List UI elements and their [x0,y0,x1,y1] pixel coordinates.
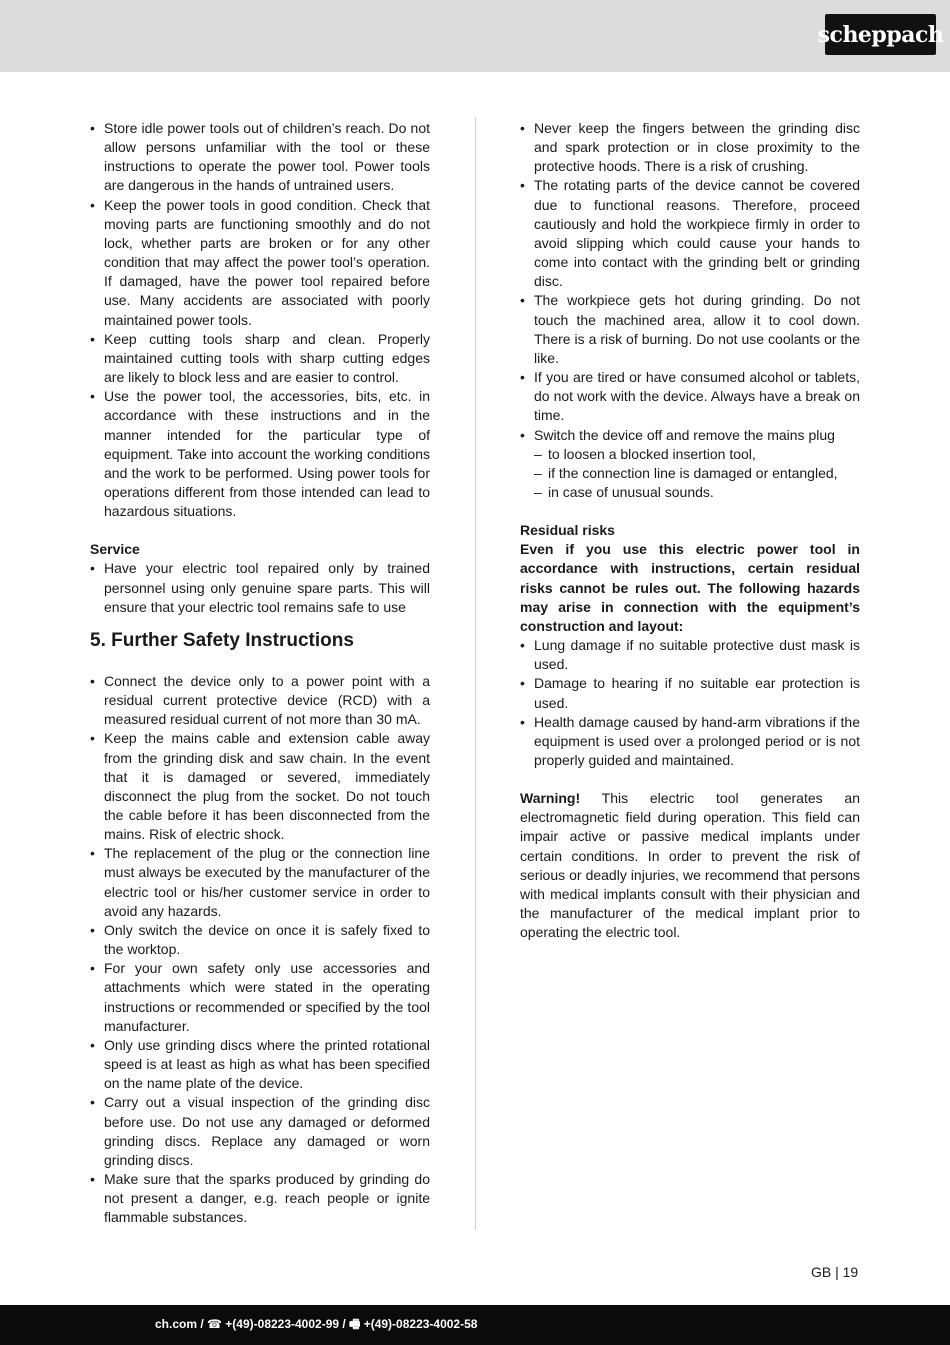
section-title: 5. Further Safety Instructions [90,629,354,651]
list-item: • Lung damage if no suitable protective dust mask is used. [520,636,860,674]
left-column [90,119,430,1227]
list-item: • Connect the device only to a power point with a residual current protective device (RCD) with a measured residual current of not more than 30 mA. [90,672,430,729]
list-item: • Never keep the fingers between the grinding disc and spark protection or in close proximity to the protective hoods. There is a risk of crushing. [520,119,860,176]
list-item: • Carry out a visual inspection of the grinding disc before use. Do not use any damaged or deformed grinding discs. Replace any damaged or worn grinding discs. [90,1093,430,1170]
sub-list-item: – to loosen a blocked insertion tool, [534,445,860,464]
right-bullet-list [520,119,860,502]
list-item: • Keep the power tools in good condition. Check that moving parts are functioning smoothly and do not lock, whether parts are broken or for any other condition that may affect the power tool’s operation. If damaged, have the power tool repaired before use. Many accidents are associated with poorly maintained power tools. [90,196,430,330]
sub-list-item: – in case of unusual sounds. [534,483,860,502]
list-item: • Keep the mains cable and extension cable away from the grinding disk and saw chain. In the event that it is damaged or severed, immediately disconnect the plug from the socket. Do not touch the cable before it has been disconnected from the mains. Risk of electric shock. [90,729,430,844]
warning-text: This electric tool generates an electromagnetic field during operation. This field can impair active or passive medical implants under certain conditions. In order to prevent the risk of serious or deadly injuries, we recommend that persons with medical implants consult with their physician and the manufacturer of the medical implant prior to operating the electric tool. [520,790,860,941]
warning-paragraph [520,789,860,942]
list-item [520,426,860,503]
list-item: • Make sure that the sparks produced by grinding do not present a danger, e.g. reach people or ignite flammable substances. [90,1170,430,1227]
brand-logo [817,14,944,55]
list-item: • Only use grinding discs where the printed rotational speed is at least as high as what has been specified on the name plate of the device. [90,1036,430,1093]
list-item: • Have your electric tool repaired only by trained personnel using only genuine spare parts. This will ensure that your electric tool remains safe to use [90,559,430,616]
column-divider [475,117,476,1230]
list-item: • The rotating parts of the device cannot be covered due to functional reasons. Therefore, proceed cautiously and hold the workpiece firmly in order to avoid slipping which could cause your hands to come into contact with the grinding belt or grinding disc. [520,176,860,291]
right-column [520,119,860,942]
list-item: • Health damage caused by hand-arm vibrations if the equipment is used over a prolonged period or is not properly guided and maintained. [520,713,860,770]
list-item: • The workpiece gets hot during grinding. Do not touch the machined area, allow it to cool down. There is a risk of burning. Do not use coolants or the like. [520,291,860,368]
list-item: • The replacement of the plug or the connection line must always be executed by the manufacturer of the electric tool or his/her customer service in order to avoid any hazards. [90,844,430,921]
footer-contact-line: ch.com / ☎ +(49)-08223-4002-99 / 🖷 +(49)-08223-4002-58 [155,1317,478,1331]
list-item: • For your own safety only use accessories and attachments which were stated in the operating instructions or recommended or specified by the tool manufacturer. [90,959,430,1036]
list-item: • Only switch the device on once it is safely fixed to the worktop. [90,921,430,959]
brand-logo-text: scheppach [817,21,944,48]
residual-risks-heading: Residual risks [520,522,615,539]
switch-off-sublist [534,445,860,502]
list-item: • Damage to hearing if no suitable ear protection is used. [520,674,860,712]
section-bullet-list [90,672,430,1228]
warning-label: Warning! [520,790,581,807]
header-band [0,0,950,72]
list-item: • Keep cutting tools sharp and clean. Properly maintained cutting tools with sharp cutting edges are likely to block less and are easier to control. [90,330,430,387]
intro-bullet-list [90,119,430,521]
service-heading: Service [90,541,140,558]
sub-list-item: – if the connection line is damaged or entangled, [534,464,860,483]
switch-off-text: Switch the device off and remove the mains plug [534,426,835,443]
list-item: • Store idle power tools out of children’s reach. Do not allow persons unfamiliar with the tool or these instructions to operate the power tool. Power tools are dangerous in the hands of untrained users. [90,119,430,196]
list-item: • If you are tired or have consumed alcohol or tablets, do not work with the device. Always have a break on time. [520,368,860,425]
residual-bullet-list [520,636,860,770]
list-item: • Use the power tool, the accessories, bits, etc. in accordance with these instructions and in the manner intended for the particular type of equipment. Take into account the working conditions and the work to be performed. Using power tools for operations different from those intended can lead to hazardous situations. [90,387,430,521]
page-number: GB | 19 [811,1264,859,1280]
service-bullet-list [90,559,430,616]
residual-risks-intro: Even if you use this electric power tool in accordance with instructions, certain residual risks cannot be rules out. The following hazards may arise in connection with the equipment’s construction and layout: [520,541,860,634]
